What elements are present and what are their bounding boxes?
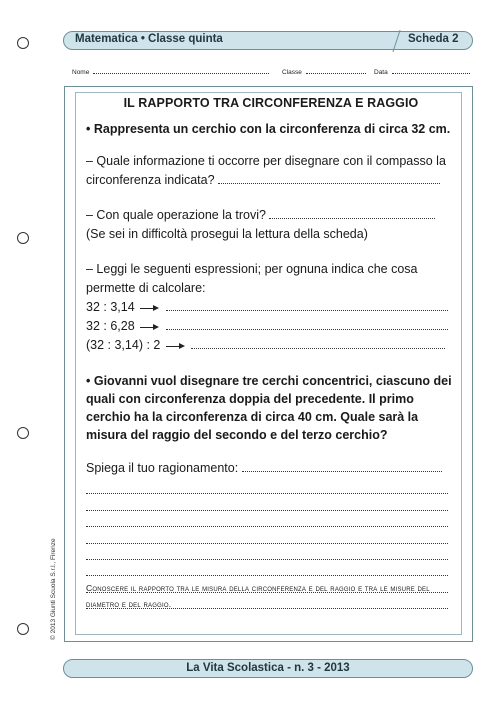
binder-hole-1 <box>17 37 29 49</box>
arrow-right-icon <box>140 303 160 313</box>
expression-label: (32 : 3,14) : 2 <box>86 338 161 352</box>
question1-text: – Quale informazione ti occorre per disegnare con il compasso la circonferenza indicata? <box>86 154 446 187</box>
page-title: IL RAPPORTO TRA CIRCONFERENZA E RAGGIO <box>123 96 419 110</box>
answer-line[interactable] <box>86 544 448 560</box>
binder-hole-4 <box>17 623 29 635</box>
learning-objective <box>86 580 456 612</box>
expression-row <box>86 336 456 355</box>
date-line[interactable] <box>392 68 470 74</box>
expression-label: 32 : 3,14 <box>86 300 135 314</box>
name-line[interactable] <box>93 68 269 74</box>
name-label: Nome <box>72 69 90 76</box>
exercise1-question2 <box>86 206 456 244</box>
expression-row <box>86 317 456 336</box>
expression-label: 32 : 6,28 <box>86 319 135 333</box>
answer-line-q2[interactable] <box>269 209 435 219</box>
answer-line[interactable] <box>86 560 448 576</box>
header-subject: Matematica • Classe quinta <box>75 33 223 45</box>
footer-bar <box>63 659 473 678</box>
arrow-right-icon <box>166 341 186 351</box>
exercise1-question3: – Leggi le seguenti espressioni; per ognuna indica che cosa permette di calcolare: <box>86 262 418 295</box>
worksheet-content <box>86 96 456 609</box>
header-sheet-number: Scheda 2 <box>408 33 459 45</box>
copyright-notice: © 2013 Giunti Scuola S.r.l., Firenze <box>50 538 57 640</box>
class-label: Classe <box>282 69 302 76</box>
class-line[interactable] <box>306 68 366 74</box>
exercise1-prompt: • Rappresenta un cerchio con la circonferenza di circa 32 cm. <box>86 122 451 136</box>
binder-hole-2 <box>17 232 29 244</box>
exercise1-question1 <box>86 152 456 190</box>
answer-line[interactable] <box>86 527 448 543</box>
arrow-right-icon <box>140 322 160 332</box>
expression-row <box>86 298 456 317</box>
explain-label: Spiega il tuo ragionamento: <box>86 461 239 475</box>
answer-line-q1[interactable] <box>218 174 440 184</box>
question2-text: – Con quale operazione la trovi? <box>86 208 266 222</box>
date-field[interactable] <box>374 68 470 76</box>
name-field[interactable] <box>72 68 269 76</box>
footer-publication: La Vita Scolastica - n. 3 - 2013 <box>186 662 350 674</box>
binder-hole-3 <box>17 427 29 439</box>
explain-row <box>86 459 456 478</box>
exercise2-prompt: • Giovanni vuol disegnare tre cerchi concentrici, ciascuno dei quali con circonferenza doppia del precedente. Il primo cerchio ha la circonferenza di circa 40 cm. Quale sarà la misura del raggio del secondo e del terzo cerchio? <box>86 374 452 442</box>
answer-line-expression[interactable] <box>166 320 448 330</box>
question2-hint: (Se sei in difficoltà prosegui la lettura della scheda) <box>86 227 368 241</box>
answer-line[interactable] <box>86 478 448 494</box>
objective-text: Conoscere il rapporto tra le misura della circonferenza e del raggio e tra le misure del diametro e del raggio. <box>86 583 430 609</box>
answer-line[interactable] <box>86 494 448 510</box>
answer-line-expression[interactable] <box>191 339 445 349</box>
answer-line-explain[interactable] <box>242 462 442 472</box>
answer-line-expression[interactable] <box>166 301 448 311</box>
date-label: Data <box>374 69 388 76</box>
class-field[interactable] <box>282 68 366 76</box>
answer-line[interactable] <box>86 511 448 527</box>
